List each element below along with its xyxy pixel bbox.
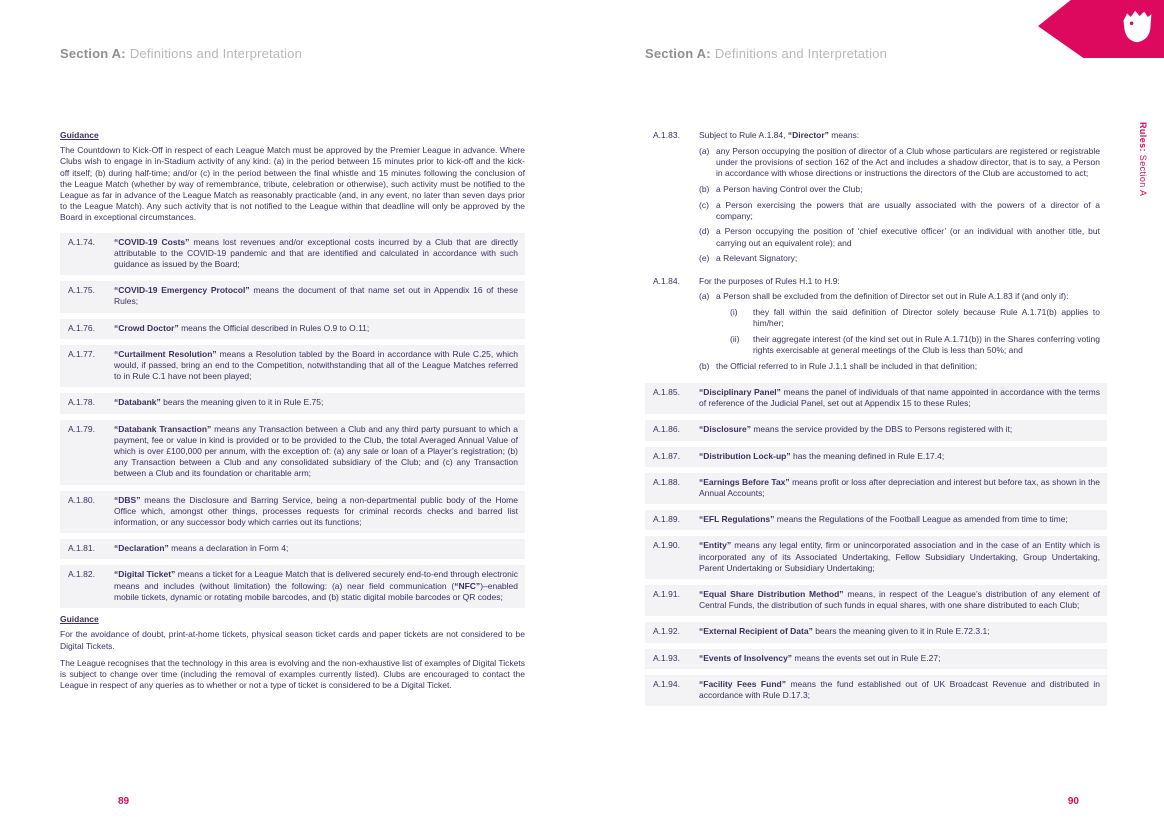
guidance-paragraph: For the avoidance of doubt, print-at-home tickets, physical season ticket cards and paper tickets are not considered to be Digital Tickets. — [60, 629, 525, 651]
definition-term: “Entity” — [699, 540, 732, 551]
definition-row — [645, 649, 1107, 669]
definition-row — [60, 491, 525, 534]
clause-label: (b) — [699, 360, 710, 371]
page-header — [645, 46, 887, 61]
rule-lead: For the purposes of Rules H.1 to H.9: — [699, 275, 840, 286]
definition-text — [699, 387, 1100, 409]
rule-number: A.1.77. — [68, 348, 95, 359]
rule-number: A.1.76. — [68, 322, 95, 333]
page-content — [60, 130, 525, 700]
rule-row — [645, 276, 1107, 372]
definition-term: “Events of Insolvency” — [699, 652, 793, 663]
definition-term: “Digital Ticket” — [114, 569, 176, 580]
definition-body: bears the meaning given to it in Rule E.72.3.1; — [812, 626, 990, 637]
definition-row — [60, 565, 525, 608]
rule-number: A.1.93. — [653, 652, 680, 663]
definition-text — [699, 626, 1100, 637]
definition-body: means a declaration in Form 4; — [168, 543, 289, 554]
definition-text — [699, 679, 1100, 701]
clause-text: a Person shall be excluded from the definition of Director set out in Rule A.1.83 if (and only if): — [716, 291, 1069, 302]
clause — [699, 253, 1100, 264]
rule-body — [699, 130, 1100, 265]
definition-text — [114, 569, 518, 603]
rule-row — [645, 130, 1107, 265]
sub-clause-label: (ii) — [730, 333, 740, 344]
definition-row — [645, 383, 1107, 414]
rule-lead — [699, 130, 1100, 141]
definition-body: means lost revenues and/or exceptional costs incurred by a Club that are directly attributable to the COVID-19 pandemic and that are identified and calculated in accordance with such guidance as issued by the Board; — [114, 236, 518, 270]
definition-term: “Disclosure” — [699, 424, 751, 435]
rule-number: A.1.85. — [653, 386, 680, 397]
clause-text: a Person exercising the powers that are usually associated with the powers of a director of a company; — [716, 199, 1100, 221]
clause-label: (d) — [699, 226, 710, 237]
guidance-block-bottom — [60, 614, 525, 691]
rule-number: A.1.79. — [68, 423, 95, 434]
definition-text — [699, 424, 1100, 435]
definition-term: “Declaration” — [114, 543, 169, 554]
definition-body: means the Official described in Rules O.9 to O.11; — [178, 322, 370, 333]
rule-number: A.1.86. — [653, 424, 680, 435]
clause — [699, 291, 1100, 356]
definition-body: means the document of that name set out in Appendix 16 of these Rules; — [114, 285, 518, 307]
definition-text — [699, 589, 1100, 611]
rule-number: A.1.88. — [653, 476, 680, 487]
definition-text — [114, 349, 518, 383]
guidance-heading: Guidance — [60, 614, 99, 625]
definition-text — [699, 477, 1100, 499]
definition-body: has the meaning defined in Rule E.17.4; — [790, 450, 945, 461]
rule-number: A.1.94. — [653, 678, 680, 689]
guidance-block-top — [60, 130, 525, 224]
rule-number: A.1.83. — [653, 130, 680, 140]
definition-row — [645, 447, 1107, 467]
definition-body: means the Regulations of the Football League as amended from time to time; — [774, 514, 1068, 525]
definition-term: “Distribution Lock-up” — [699, 450, 791, 461]
definition-body: means a ticket for a League Match that is delivered securely end-to-end through electronic means and includes (without limitation) the following: (a) near field communication ( — [114, 569, 518, 591]
definition-term: “Earnings Before Tax” — [699, 476, 790, 487]
definition-text — [114, 543, 518, 554]
definition-term: “Director” — [787, 130, 829, 140]
definition-row — [60, 233, 525, 276]
guidance-paragraph: The League recognises that the technology in this area is evolving and the non-exhaustive list of examples of Digital Tickets is subject to change over time (including the removal of examples currently listed). Clubs are encouraged to contact the League in respect of any queries as to whether or not a type of ticket is considered to be a Digital Ticket. — [60, 657, 525, 691]
definition-text — [699, 653, 1100, 664]
clause — [699, 146, 1100, 180]
definition-row — [60, 420, 525, 485]
definition-text — [114, 424, 518, 480]
page-number: 89 — [118, 796, 130, 807]
definition-text — [699, 514, 1100, 525]
clause-text: a Person occupying the position of ‘chief executive officer’ (or an individual with another title, but carrying out an equivalent role); and — [716, 226, 1100, 248]
clause-text: the Official referred to in Rule J.1.1 shall be included in that definition; — [716, 360, 978, 371]
definition-text — [114, 495, 518, 529]
definition-text — [699, 451, 1100, 462]
rule-number: A.1.84. — [653, 275, 680, 286]
definition-term: “Databank Transaction” — [114, 423, 212, 434]
definition-term: “EFL Regulations” — [699, 514, 775, 525]
rule-number: A.1.87. — [653, 450, 680, 461]
definition-body: means any Transaction between a Club and any third party pursuant to which a payment, fee or value in kind is provided or to be provided to the Club, the total Averaged Annual Value of which is over £100,000 per annum, with the exception of: (a) any sale or loan of a Player’s registration; (b) any Transaction between a Club and any consolidated subsidiary of the Club; and (c) any Transaction between a Club and its foundation or charitable arm; — [114, 423, 518, 479]
definition-term: “Databank” — [114, 397, 161, 408]
definition-row — [60, 345, 525, 388]
header-section-title: Definitions and Interpretation — [714, 46, 888, 61]
page-89 — [60, 0, 525, 826]
definition-term-secondary: “NFC” — [454, 580, 481, 591]
definition-body: means any legal entity, firm or unincorporated association and in the case of an Entity which is incorporated any of its Associated Undertaking, Fellow Subsidiary Undertaking, Group Undertaking, Parent Undertaking or Subsidiary Undertaking; — [699, 540, 1100, 573]
guidance-paragraph: The Countdown to Kick-Off in respect of each League Match must be approved by the Premier League in advance. Where Clubs wish to engage in in-Stadium activity of any kind: (a) in the period between 15 minutes prior to kick-off and the kick-off itself; (b) during half-time; and/or (c) in the period between the final whistle and 15 minutes following the conclusion of the League Match (whether by way of remembrance, tribute, celebration or otherwise), such activity must be notified to the League as far in advance of the League Match as reasonably practicable (and, in any event, no later than seven days prior to the League Match). Any such activity that is not notified to the League within that deadline will only be approved by the Board in exceptional circumstances. — [60, 145, 525, 223]
clause — [699, 184, 1100, 195]
clause-label: (b) — [699, 183, 710, 194]
definition-row — [60, 281, 525, 312]
definition-term: “Curtailment Resolution” — [114, 348, 217, 359]
guidance-heading: Guidance — [60, 130, 99, 140]
premier-league-lion-icon — [1119, 6, 1155, 46]
header-section-label: Section A: — [60, 46, 126, 61]
definition-body: means profit or loss after depreciation and interest but before tax, as shown in the Annual Accounts; — [699, 476, 1100, 498]
definition-term: “Crowd Doctor” — [114, 322, 179, 333]
sub-clause — [730, 307, 1100, 329]
definition-text — [114, 397, 518, 408]
rule-number: A.1.82. — [68, 569, 95, 580]
side-tab-label: Section A — [1138, 151, 1148, 197]
clause — [699, 361, 1100, 372]
sub-clause-label: (i) — [730, 306, 738, 317]
definition-term: “Facility Fees Fund” — [699, 678, 786, 689]
clause-body — [716, 291, 1100, 356]
clause-label: (a) — [699, 291, 710, 302]
side-tab-bold-label: Rules: — [1138, 122, 1148, 152]
definition-term: “External Recipient of Data” — [699, 626, 813, 637]
side-tab-rules-section-a — [1138, 122, 1148, 196]
clause-label: (a) — [699, 145, 710, 156]
definition-body: means a Resolution tabled by the Board in accordance with Rule C.25, which would, if passed, bring an end to the Competition, notwithstanding that all of the League Matches referred to in Rule C.1 have not been played; — [114, 348, 518, 382]
definition-body: means the panel of individuals of that name appointed in accordance with the terms of reference of the Judicial Panel, set out at Appendix 15 to these Rules; — [699, 386, 1100, 409]
rule-number: A.1.80. — [68, 494, 95, 505]
clause-text: any Person occupying the position of director of a Club whose particulars are registered or registrable under the provisions of section 162 of the Act and includes a shadow director, that is to say, a Person in accordance with whose directions or instructions the directors of the Club are accustomed to act; — [716, 145, 1100, 179]
definition-row — [60, 539, 525, 559]
clause-label: (c) — [699, 199, 709, 210]
rule-lead-text: means: — [828, 130, 860, 140]
definition-text — [699, 540, 1100, 574]
sub-clause — [730, 334, 1100, 356]
clause-label: (e) — [699, 253, 710, 264]
definition-text — [114, 323, 518, 334]
definition-row — [645, 622, 1107, 642]
clause — [699, 226, 1100, 248]
rule-number: A.1.90. — [653, 540, 680, 551]
definition-text — [114, 237, 518, 271]
definition-row — [645, 420, 1107, 440]
sub-clause-text: their aggregate interest (of the kind set out in Rule A.1.71(b)) in the Shares conferring voting rights exercisable at general meetings of the Club is less than 50%; and — [753, 333, 1100, 356]
definition-term: “DBS” — [114, 494, 141, 505]
definition-term: “COVID-19 Costs” — [114, 236, 190, 247]
clause — [699, 200, 1100, 222]
rule-number: A.1.91. — [653, 588, 680, 599]
rule-number: A.1.89. — [653, 514, 680, 525]
definition-row — [645, 473, 1107, 504]
definition-body: means the events set out in Rule E.27; — [792, 652, 941, 663]
page-header — [60, 46, 302, 61]
definition-row — [645, 675, 1107, 706]
clause-text: a Person having Control over the Club; — [716, 183, 863, 194]
definition-body: means, in respect of the League’s distribution of any element of Central Funds, the distribution of such funds in equal shares, with one share distributed to each Club; — [699, 588, 1100, 611]
rule-number: A.1.81. — [68, 543, 95, 554]
rule-body — [699, 276, 1100, 372]
rule-number: A.1.78. — [68, 397, 95, 408]
header-section-label: Section A: — [645, 46, 711, 61]
rule-number: A.1.74. — [68, 236, 95, 247]
definition-body: bears the meaning given to it in Rule E.75; — [160, 397, 324, 408]
definition-term: “COVID-19 Emergency Protocol” — [114, 285, 250, 296]
page-content — [645, 130, 1107, 712]
definition-row — [645, 536, 1107, 579]
definition-body: means the service provided by the DBS to Persons registered with it; — [750, 424, 1013, 435]
definition-row — [645, 510, 1107, 530]
definition-text — [114, 285, 518, 307]
rule-number: A.1.75. — [68, 285, 95, 296]
clause-text: a Relevant Signatory; — [716, 253, 798, 264]
definition-row — [60, 393, 525, 413]
page-number: 90 — [1067, 796, 1079, 807]
definition-body: means the fund established out of UK Broadcast Revenue and distributed in accordance with Rule D.17.3; — [699, 678, 1100, 700]
definition-body: )–enabled mobile tickets, dynamic or rotating mobile barcodes, and (b) static digital mobile barcodes or QR codes; — [114, 580, 518, 602]
rule-lead-text: Subject to Rule A.1.84, — [699, 130, 788, 140]
definition-body: means the Disclosure and Barring Service, being a non-departmental public body of the Home Office which, amongst other things, processes requests for criminal records checks and barred list information, or any successor body which carries out its functions; — [114, 494, 518, 528]
definition-row — [60, 319, 525, 339]
definition-term: “Disciplinary Panel” — [699, 386, 781, 397]
definition-term: “Equal Share Distribution Method” — [699, 588, 844, 599]
page-90 — [645, 0, 1107, 826]
rule-number: A.1.92. — [653, 626, 680, 637]
sub-clause-text: they fall within the said definition of Director solely because Rule A.1.71(b) applies to him/her; — [753, 306, 1100, 329]
header-section-title: Definitions and Interpretation — [129, 46, 303, 61]
definition-row — [645, 585, 1107, 616]
